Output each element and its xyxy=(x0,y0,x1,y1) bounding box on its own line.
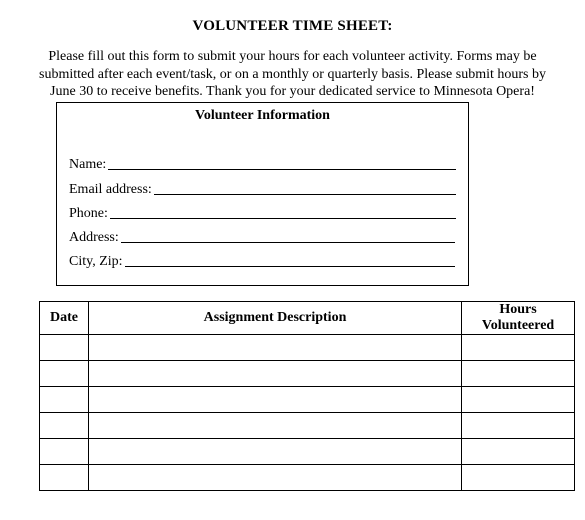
city-zip-label: City, Zip: xyxy=(69,254,123,269)
phone-input-line[interactable] xyxy=(110,217,456,219)
intro-line: Please fill out this form to submit your hours for each volunteer activity. Forms may be xyxy=(48,49,537,64)
name-input-line[interactable] xyxy=(108,168,456,170)
hours-column-header xyxy=(462,302,575,335)
intro-line: submitted after each event/task, or on a monthly or quarterly basis. Please submit hours by xyxy=(39,66,546,82)
table-row xyxy=(40,465,575,491)
table-row xyxy=(40,439,575,465)
email-label: Email address: xyxy=(69,182,152,197)
intro-paragraph xyxy=(6,48,579,101)
volunteer-info-box xyxy=(56,102,469,286)
description-cell[interactable] xyxy=(88,387,461,413)
hours-cell[interactable] xyxy=(462,361,575,387)
timesheet-table xyxy=(39,301,575,491)
hours-header-line2: Volunteered xyxy=(481,318,555,333)
date-cell[interactable] xyxy=(40,465,89,491)
hours-header-line1: Hours xyxy=(499,302,537,317)
address-input-line[interactable] xyxy=(121,241,455,243)
volunteer-info-heading: Volunteer Information xyxy=(195,108,330,123)
phone-label: Phone: xyxy=(69,206,108,221)
email-input-line[interactable] xyxy=(154,193,456,195)
name-label: Name: xyxy=(69,157,107,172)
hours-cell[interactable] xyxy=(462,465,575,491)
table-header-row xyxy=(40,302,575,335)
date-cell[interactable] xyxy=(40,335,89,361)
name-field[interactable] xyxy=(69,157,456,173)
description-cell[interactable] xyxy=(88,439,461,465)
description-cell[interactable] xyxy=(88,335,461,361)
date-cell[interactable] xyxy=(40,361,89,387)
address-field[interactable] xyxy=(69,230,455,246)
description-cell[interactable] xyxy=(88,413,461,439)
hours-cell[interactable] xyxy=(462,413,575,439)
email-field[interactable] xyxy=(69,182,456,198)
description-column-header: Assignment Description xyxy=(88,302,461,335)
date-cell[interactable] xyxy=(40,439,89,465)
hours-cell[interactable] xyxy=(462,335,575,361)
city-zip-field[interactable] xyxy=(69,254,455,270)
table-row xyxy=(40,335,575,361)
address-label: Address: xyxy=(69,230,119,245)
hours-cell[interactable] xyxy=(462,387,575,413)
page-title: VOLUNTEER TIME SHEET: xyxy=(192,18,393,34)
description-cell[interactable] xyxy=(88,361,461,387)
date-column-header: Date xyxy=(40,302,89,335)
city-zip-input-line[interactable] xyxy=(125,265,455,267)
phone-field[interactable] xyxy=(69,206,456,222)
intro-line: June 30 to receive benefits. Thank you for your dedicated service to Minnesota Opera! xyxy=(50,84,535,99)
hours-cell[interactable] xyxy=(462,439,575,465)
table-row xyxy=(40,413,575,439)
date-cell[interactable] xyxy=(40,387,89,413)
description-cell[interactable] xyxy=(88,465,461,491)
table-row xyxy=(40,361,575,387)
date-cell[interactable] xyxy=(40,413,89,439)
table-row xyxy=(40,387,575,413)
